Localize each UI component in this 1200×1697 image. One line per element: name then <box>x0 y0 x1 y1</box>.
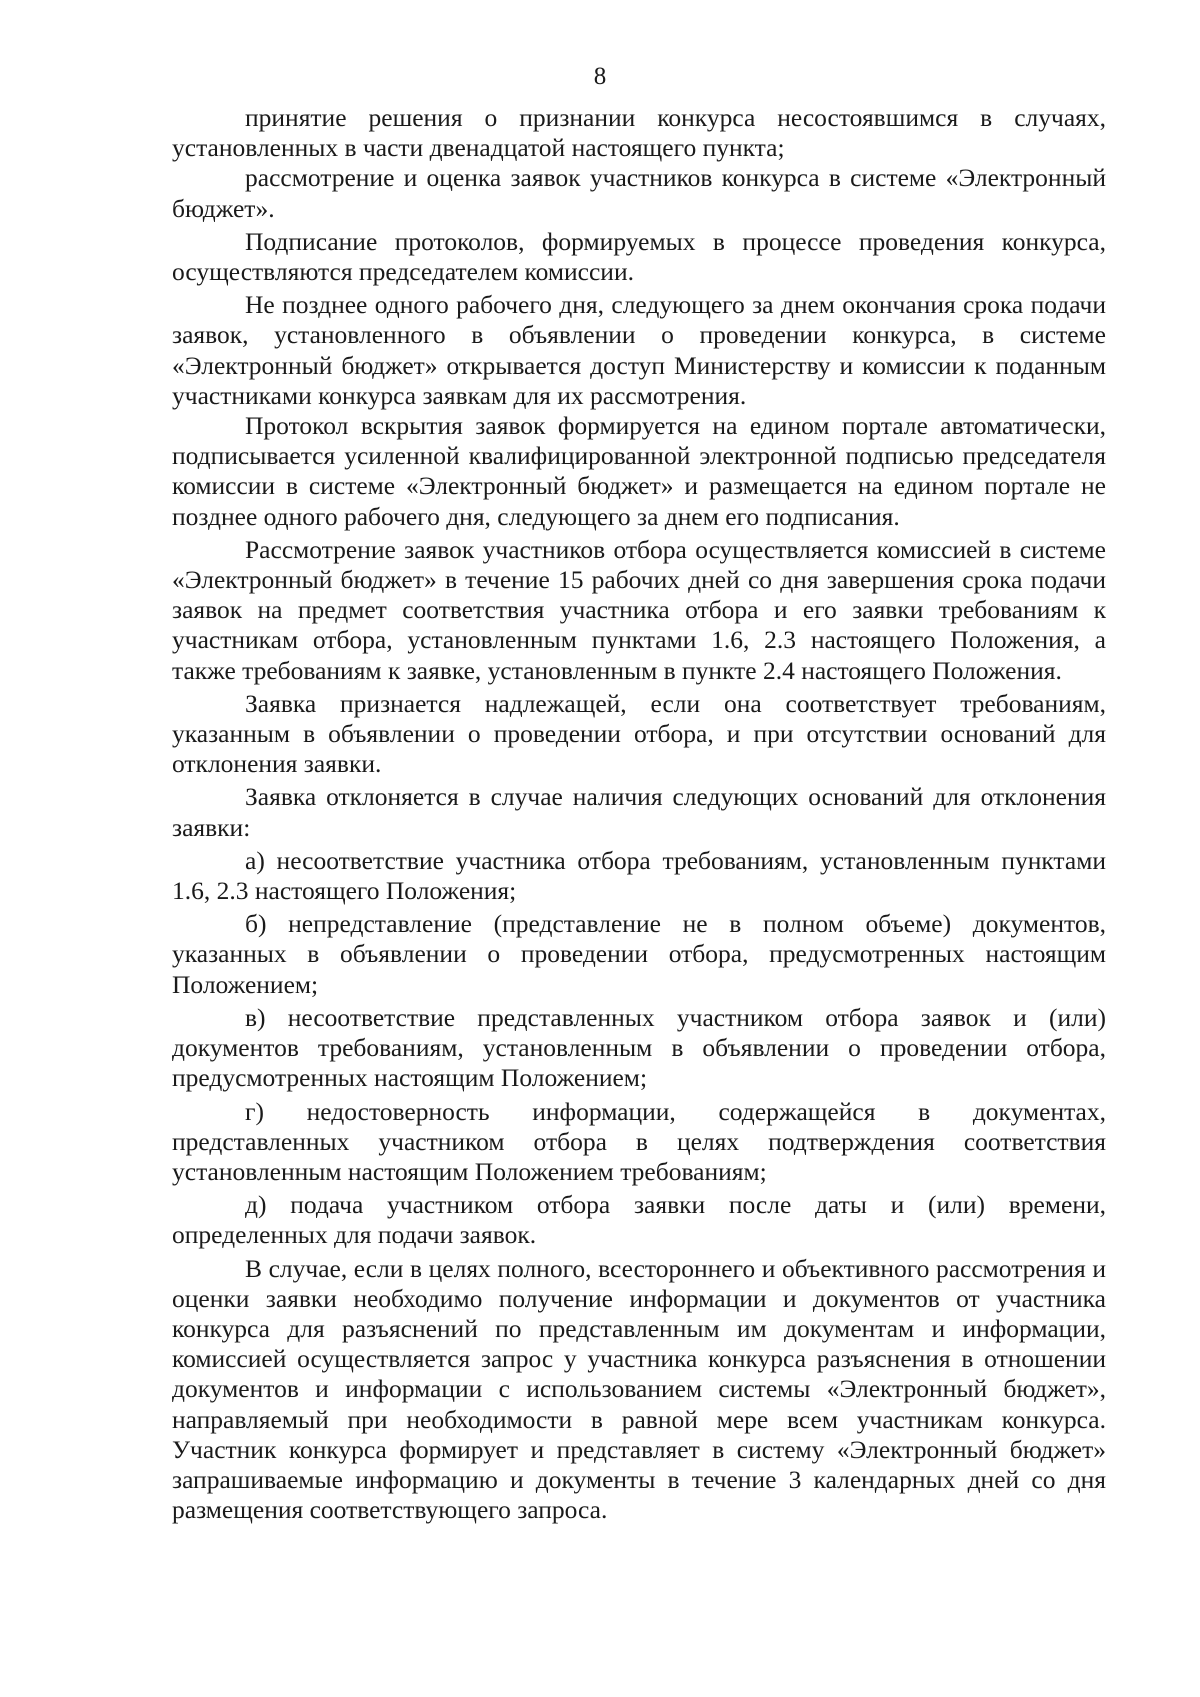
list-item: б) непредставление (представление не в полном объеме) документов, указанных в объявлении о проведении отбора, предусмотренных настоящим Положением; <box>172 909 1106 999</box>
paragraph: принятие решения о признании конкурса несостоявшимся в случаях, установленных в части двенадцатой настоящего пункта; <box>172 103 1106 163</box>
list-item: д) подача участником отбора заявки после даты и (или) времени, определенных для подачи заявок. <box>172 1190 1106 1250</box>
list-item: а) несоответствие участника отбора требованиям, установленным пунктами 1.6, 2.3 настоящего Положения; <box>172 845 1106 906</box>
paragraph: В случае, если в целях полного, всестороннего и объективного рассмотрения и оценки заявки необходимо получение информации и документов от участника конкурса для разъяснений по представленным им документам и информации, комиссией осуществляется запрос у участника конкурса разъяснения в отношении документов и информации с использованием системы «Электронный бюджет», направляемый при необходимости в равной мере всем участникам конкурса. Участник конкурса формирует и представляет в систему «Электронный бюджет» запрашиваемые информацию и документы в течение 3 календарных дней со дня размещения соответствующего запроса. <box>172 1253 1106 1525</box>
document-body <box>172 103 1106 1525</box>
paragraph: Подписание протоколов, формируемых в процессе проведения конкурса, осуществляются председателем комиссии. <box>172 226 1106 287</box>
page-number: 8 <box>593 63 607 90</box>
paragraph: Протокол вскрытия заявок формируется на едином портале автоматически, подписывается усиленной квалифицированной электронной подписью председателя комиссии в системе «Электронный бюджет» и размещается на едином портале не позднее одного рабочего дня, следующего за днем его подписания. <box>172 411 1106 531</box>
paragraph: Заявка отклоняется в случае наличия следующих оснований для отклонения заявки: <box>172 782 1106 842</box>
paragraph: Не позднее одного рабочего дня, следующего за днем окончания срока подачи заявок, установленного в объявлении о проведении конкурса, в системе «Электронный бюджет» открывается доступ Министерству и комиссии к поданным участниками конкурса заявкам для их рассмотрения. <box>172 290 1106 410</box>
paragraph: рассмотрение и оценка заявок участников конкурса в системе «Электронный бюджет». <box>172 163 1106 223</box>
paragraph: Рассмотрение заявок участников отбора осуществляется комиссией в системе «Электронный бюджет» в течение 15 рабочих дней со дня завершения срока подачи заявок на предмет соответствия участника отбора и его заявки требованиям к участникам отбора, установленным пунктами 1.6, 2.3 настоящего Положения, а также требованиям к заявке, установленным в пункте 2.4 настоящего Положения. <box>172 534 1106 685</box>
paragraph: Заявка признается надлежащей, если она соответствует требованиям, указанным в объявлении о проведении отбора, и при отсутствии оснований для отклонения заявки. <box>172 688 1106 779</box>
list-item: в) несоответствие представленных участником отбора заявок и (или) документов требованиям, установленным в объявлении о проведении отбора, предусмотренных настоящим Положением; <box>172 1002 1106 1093</box>
list-item: г) недостоверность информации, содержащейся в документах, представленных участником отбора в целях подтверждения соответствия установленным настоящим Положением требованиям; <box>172 1096 1106 1186</box>
